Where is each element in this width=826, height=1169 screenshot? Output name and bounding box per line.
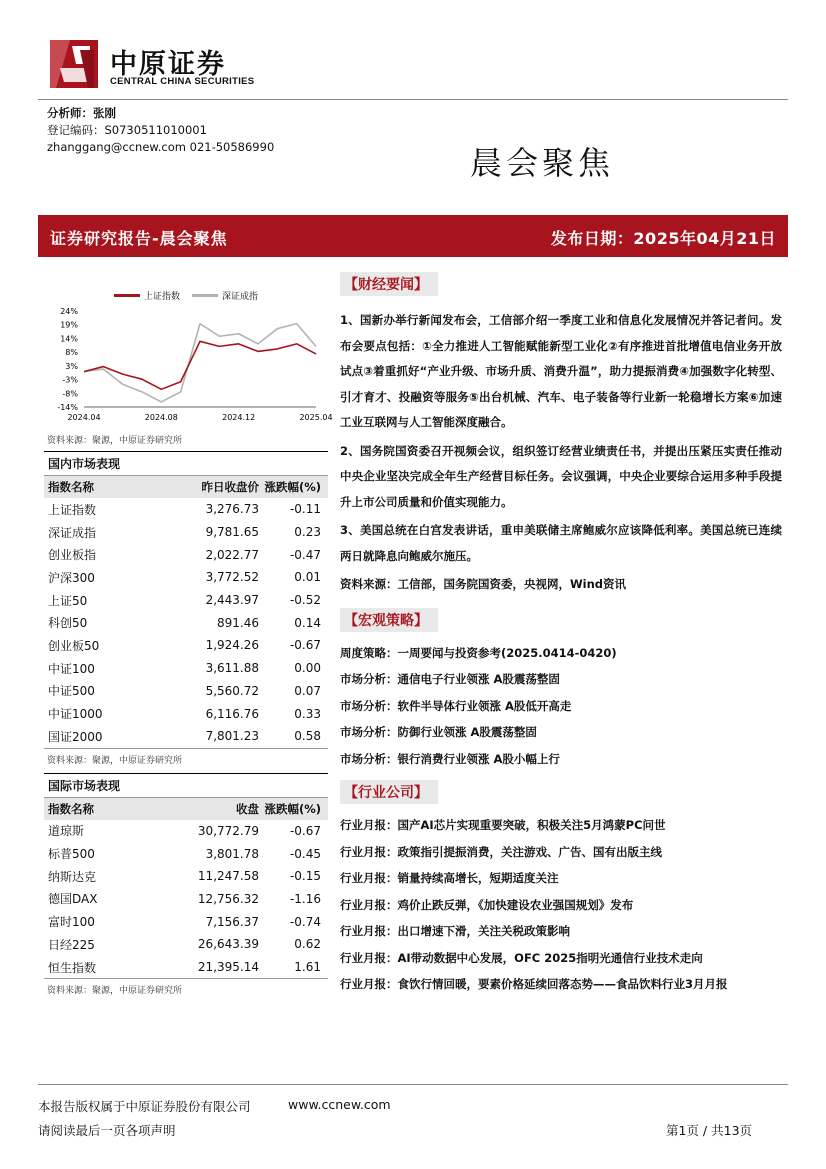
domestic-table-source: 资料来源：聚源，中原证券研究所 [44, 748, 328, 770]
international-market-table [44, 773, 328, 1001]
logo-chinese-name: 中原证券 [110, 49, 226, 80]
analyst-name: 分析师：张刚 [47, 106, 116, 120]
left-column [44, 283, 333, 1000]
industry-report-link[interactable]: 行业月报：国产AI芯片实现重要突破，积极关注5月鸿蒙PC问世 [340, 818, 666, 832]
cell-change: -0.11 [289, 502, 321, 517]
cell-change: -0.52 [289, 593, 321, 608]
cell-index-name: 沪深300 [48, 570, 95, 585]
cell-change: 0.14 [294, 615, 321, 630]
cell-close: 30,772.79 [197, 823, 259, 838]
table-row [44, 888, 328, 911]
legend-swatch-sh [114, 294, 140, 297]
cell-change: 0.33 [294, 706, 321, 721]
cell-close: 3,611.88 [205, 661, 259, 676]
cell-close: 9,781.65 [205, 525, 259, 540]
table-row [44, 820, 328, 843]
table-row [44, 657, 328, 680]
cell-index-name: 日经225 [48, 937, 95, 952]
domestic-table-body [44, 498, 328, 748]
table-row [44, 956, 328, 979]
company-logo-mark [50, 40, 98, 88]
cell-change: 0.07 [294, 683, 321, 698]
domestic-table-title: 国内市场表现 [44, 451, 328, 476]
legend-item-sh [114, 289, 180, 302]
cell-index-name: 深证成指 [48, 525, 97, 540]
cell-index-name: 上证50 [48, 593, 88, 608]
analyst-info [47, 105, 274, 156]
register-code: 登记编码：S0730511010001 [47, 123, 207, 137]
cell-close: 1,924.26 [205, 638, 259, 653]
table-row [44, 611, 328, 634]
col-header-change: 涨跌幅(%) [264, 801, 321, 816]
index-chart [44, 283, 333, 451]
y-tick-label: -8% [62, 389, 78, 399]
macro-report-link[interactable]: 周度策略：一周要闻与投资参考(2025.0414-0420) [340, 645, 617, 660]
macro-report-link[interactable]: 市场分析：银行消费行业领涨 A股小幅上行 [340, 751, 560, 766]
section-tag-macro: 【宏观策略】 [340, 608, 438, 632]
industry-item-last: 行业月报：食饮行情回暖，要素价格延续回落态势——食品饮料行业3月月报 [340, 977, 728, 991]
x-tick-label: 2025.04 [299, 413, 333, 422]
cell-close: 12,756.32 [197, 891, 259, 906]
macro-list [340, 640, 782, 773]
industry-report-link[interactable]: 行业月报：政策指引提振消费，关注游戏、广告、国有出版主线 [340, 844, 662, 859]
cell-index-name: 国证2000 [48, 729, 103, 744]
news-source: 资料来源：工信部，国务院国资委，央视网，Wind资讯 [340, 577, 627, 591]
section-tag-finance-news: 【财经要闻】 [340, 272, 438, 296]
domestic-market-table [44, 451, 328, 770]
y-tick-label: -3% [62, 375, 78, 385]
cell-change: 0.58 [294, 729, 321, 744]
table-row [44, 910, 328, 933]
cell-close: 21,395.14 [197, 960, 259, 975]
cell-index-name: 恒生指数 [48, 960, 97, 975]
cell-close: 6,116.76 [205, 706, 259, 721]
y-tick-label: -14% [57, 403, 78, 412]
cell-change: 0.00 [294, 661, 321, 676]
y-tick-label: 14% [60, 334, 78, 344]
x-tick-label: 2024.12 [222, 413, 256, 422]
news-item-3: 3、美国总统在白宫发表讲话，重申美联储主席鲍威尔应该降低利率。美国总统已连续两日就降息向鲍威尔施压。 [340, 523, 782, 563]
cell-index-name: 道琼斯 [48, 824, 85, 839]
table-row [44, 842, 328, 865]
table-row [44, 589, 328, 612]
footer-notice: 请阅读最后一页各项声明 [38, 1123, 176, 1138]
table-row [44, 725, 328, 748]
table-row [44, 498, 328, 521]
cell-change: -0.67 [289, 823, 321, 838]
y-tick-label: 24% [60, 307, 78, 316]
legend-swatch-sz [192, 294, 218, 297]
intl-table-title: 国际市场表现 [44, 773, 328, 798]
col-header-close: 昨日收盘价 [201, 480, 259, 494]
x-tick-label: 2024.04 [67, 413, 101, 422]
cell-index-name: 上证指数 [48, 502, 97, 517]
macro-report-link[interactable]: 市场分析：防御行业领涨 A股震荡整固 [340, 725, 537, 739]
chart-source: 资料来源：聚源，中原证券研究所 [47, 436, 183, 446]
cell-change: 0.62 [294, 937, 321, 952]
news-item-1: 1、国新办举行新闻发布会，工信部介绍一季度工业和信息化发展情况并答记者问。发布会要点包括：①全力推进人工智能赋能新型工业化②有序推进首批增值电信业务开放试点③着重抓好“产业升级、市场升质、消费升温”，助力提振消费④加强数字化转型、引才育才、投融资等服务⑤出台机械、汽车、电子装备等行业新一轮稳增长方案⑥加速工业互联网与人工智能深度融合。 [340, 313, 782, 429]
cell-close: 2,443.97 [205, 593, 259, 608]
cell-change: -0.67 [289, 638, 321, 653]
header-divider [38, 99, 788, 100]
domestic-table-header [44, 476, 328, 498]
section-tag-industry: 【行业公司】 [340, 780, 438, 804]
intl-table-body [44, 820, 328, 979]
chart-legend [114, 289, 258, 302]
cell-index-name: 科创50 [48, 616, 88, 631]
cell-index-name: 纳斯达克 [48, 869, 97, 884]
cell-close: 7,801.23 [205, 729, 259, 744]
y-tick-label: 8% [65, 348, 78, 358]
report-title: 晨会聚焦 [470, 144, 615, 182]
macro-report-link[interactable]: 市场分析：通信电子行业领涨 A股震荡整固 [340, 672, 560, 686]
cell-change: -0.47 [289, 547, 321, 562]
col-header-close: 收盘 [236, 801, 259, 816]
cell-index-name: 中证100 [48, 661, 95, 676]
cell-close: 11,247.58 [197, 869, 259, 884]
cell-index-name: 创业板指 [48, 548, 97, 563]
table-row [44, 566, 328, 589]
col-header-name: 指数名称 [48, 480, 94, 494]
index-chart-svg [44, 283, 333, 431]
cell-change: 1.61 [294, 960, 321, 975]
cell-close: 7,156.37 [205, 914, 259, 929]
table-row [44, 865, 328, 888]
news-item-2: 2、国务院国资委召开视频会议，组织签订经营业绩责任书，并提出压紧压实责任推动中央企业坚决完成全年生产经营目标任务。会议强调，中央企业要综合运用多种手段提升上市公司质量和价值实现能力。 [340, 443, 782, 509]
cell-change: -1.16 [289, 891, 321, 906]
cell-change: -0.15 [289, 869, 321, 884]
cell-index-name: 中证1000 [48, 707, 103, 722]
table-row [44, 933, 328, 956]
industry-report-link[interactable]: 行业月报：销量持续高增长，短期适度关注 [340, 871, 559, 885]
cell-index-name: 德国DAX [48, 892, 98, 907]
industry-list [340, 812, 782, 971]
legend-item-sz [192, 289, 258, 302]
footer-page-number: 第1页 / 共13页 [666, 1123, 753, 1138]
industry-report-link[interactable]: 行业月报：鸡价止跌反弹，《加快建设农业强国规划》发布 [340, 897, 634, 912]
footer-website[interactable]: www.ccnew.com [288, 1097, 391, 1112]
footer-copyright: 本报告版权属于中原证券股份有限公司 [38, 1099, 251, 1114]
cell-index-name: 标普500 [48, 847, 95, 862]
cell-index-name: 创业板50 [48, 638, 100, 653]
cell-close: 2,022.77 [205, 547, 259, 562]
y-tick-label: 19% [60, 320, 78, 330]
footer-divider [38, 1084, 788, 1085]
industry-report-link[interactable]: 行业月报：AI带动数据中心发展，OFC 2025指明光通信行业技术走向 [340, 950, 703, 965]
table-row [44, 702, 328, 725]
cell-index-name: 中证500 [48, 684, 95, 699]
y-tick-label: 3% [65, 361, 78, 371]
right-column [340, 272, 782, 998]
table-row [44, 521, 328, 544]
col-header-change: 涨跌幅(%) [264, 480, 321, 494]
logo-english-name: CENTRAL CHINA SECURITIES [110, 76, 255, 87]
macro-report-link[interactable]: 市场分析：软件半导体行业领涨 A股低开高走 [340, 698, 572, 713]
cell-close: 26,643.39 [197, 937, 259, 952]
x-tick-label: 2024.08 [144, 413, 178, 422]
legend-label-sz: 深证成指 [222, 292, 259, 302]
banner-report-type: 证券研究报告-晨会聚焦 [50, 229, 228, 248]
cell-close: 891.46 [217, 615, 259, 630]
table-row [44, 634, 328, 657]
industry-report-link[interactable]: 行业月报：出口增速下滑，关注关税政策影响 [340, 924, 570, 938]
cell-close: 3,801.78 [205, 846, 259, 861]
series-line-sz [84, 324, 316, 402]
analyst-contact: zhanggang@ccnew.com 021-50586990 [47, 140, 275, 154]
report-banner [38, 215, 788, 257]
cell-change: -0.74 [289, 914, 321, 929]
cell-close: 3,772.52 [205, 570, 259, 585]
intl-table-header [44, 798, 328, 820]
banner-publish-date: 发布日期：2025年04月21日 [550, 229, 776, 248]
cell-change: -0.45 [289, 846, 321, 861]
intl-table-source: 资料来源：聚源，中原证券研究所 [44, 978, 328, 1000]
cell-change: 0.01 [294, 570, 321, 585]
cell-close: 3,276.73 [205, 502, 259, 517]
col-header-name: 指数名称 [48, 801, 94, 816]
cell-index-name: 富时100 [48, 915, 95, 930]
table-row [44, 680, 328, 703]
cell-change: 0.23 [294, 525, 321, 540]
legend-label-sh: 上证指数 [144, 292, 181, 302]
table-row [44, 543, 328, 566]
cell-close: 5,560.72 [205, 683, 259, 698]
